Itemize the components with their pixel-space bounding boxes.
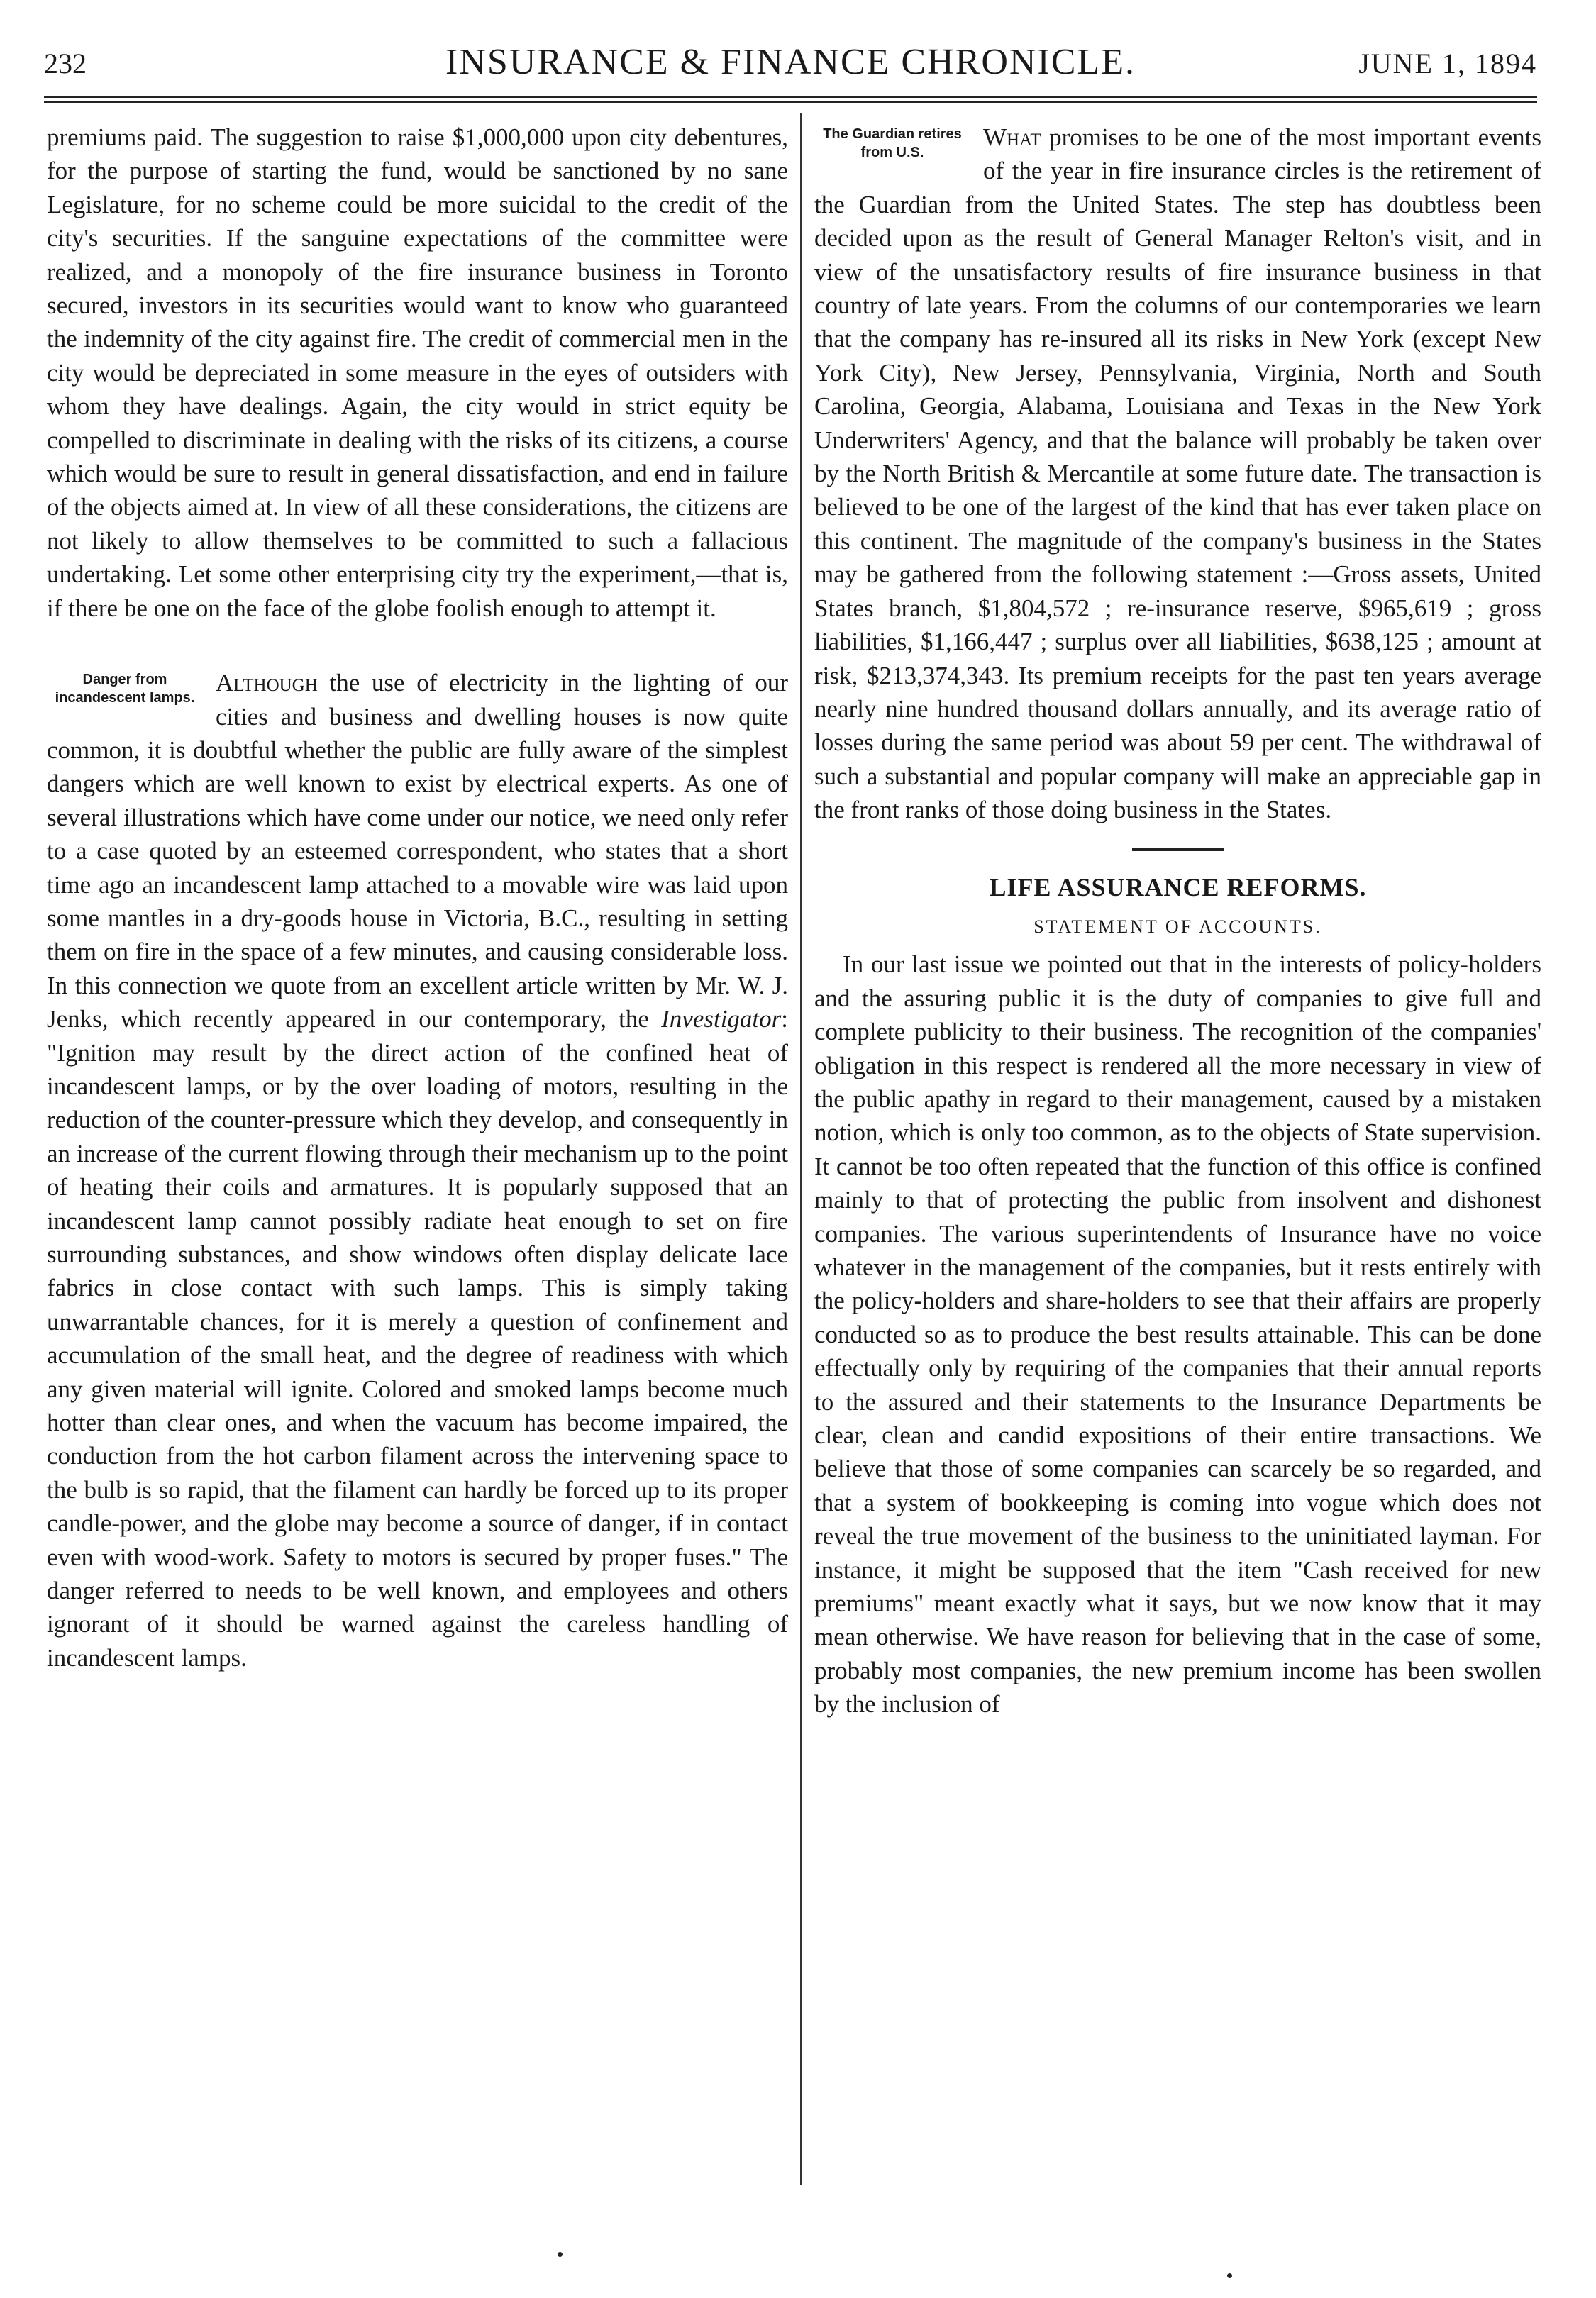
print-speck bbox=[1227, 2273, 1232, 2278]
paragraph-body: promises to be one of the most important events of the year in fire insurance circles is the retirement of the Guardian from the United States. The step has doubtless been decided upon as the result of General Manager Relton's visit, and in view of the unsatisfactory results of fire insurance business in that country of late years. From the columns of our contemporaries we learn that the company has re-insured all its risks in New York (except New York City), New Jersey, Pennsylvania, Virginia, North and South Carolina, Georgia, Alabama, Louisiana and Texas in the New York Underwriters' Agency, and that the balance will probably be taken over by the North British & Mercantile at some future date. The transaction is believed to be one of the largest of the kind that has ever taken place on this continent. The magnitude of the company's business in the States may be gathered from the following statement :—Gross assets, United States branch, $1,804,572 ; re-insurance reserve, $965,619 ; gross liabilities, $1,166,447 ; surplus over all liabilities, $638,125 ; amount at risk, $213,374,343. Its premium receipts for the past ten years average nearly nine hundred thousand dollars annually, and its average ratio of losses during the same period was about 59 per cent. The withdrawal of such a substantial and popular company will make an appreciable gap in the front ranks of those doing business in the States. bbox=[814, 123, 1541, 824]
page-number: 232 bbox=[44, 48, 87, 79]
paragraph-body: the use of electricity in the lighting of our cities and business and dwelling houses is now quite common, it is doubtful whether the public are fully aware of the simplest dangers which are well known to exist by electrical experts. As one of several illustrations which have come under our notice, we need only refer to a case quoted by an esteemed correspondent, who states that a short time ago an incandescent lamp attached to a movable wire was laid upon some mantles in a dry-goods house in Victoria, B.C., resulting in setting them on fire in the space of a few minutes, and causing considerable loss. In this connection we quote from an excellent article written by Mr. W. J. Jenks, which recently appeared in our contemporary, the bbox=[47, 669, 788, 1033]
page-header bbox=[44, 41, 1537, 91]
paragraph-continued: premiums paid. The suggestion to raise $1,000,000 upon city debentures, for the purpose of starting the fund, would be sanctioned by no sane Legislature, for no scheme could be more suicidal to the credit of the city's securities. If the sanguine expectations of the committee were realized, and a monopoly of the fire insurance business in Toronto secured, investors in its securities would want to know who guaranteed the indemnity of the city against fire. The credit of commercial men in the city would be depreciated in some measure in the eyes of outsiders with whom they have dealings. Again, the city would in strict equity be compelled to discriminate in dealing with the risks of its citizens, a course which would be sure to result in general dissatisfaction, and end in failure of the objects aimed at. In view of all these considerations, the citizens are not likely to allow themselves to be committed to such a fallacious undertaking. Let some other enterprising city try the experiment,—that is, if there be one on the face of the globe foolish enough to attempt it. bbox=[47, 123, 788, 622]
issue-date: JUNE 1, 1894 bbox=[1358, 48, 1537, 79]
column-divider bbox=[800, 113, 802, 2185]
section-title: LIFE ASSURANCE REFORMS. bbox=[989, 872, 1367, 901]
left-column bbox=[47, 121, 788, 1675]
right-column bbox=[814, 121, 1541, 1721]
publication-title: INSURANCE & FINANCE CHRONICLE. bbox=[445, 42, 1136, 82]
paragraph-lead-word: What bbox=[983, 123, 1041, 151]
header-rule-top bbox=[44, 96, 1537, 98]
sidenote-guardian: The Guardian retires from U.S. bbox=[823, 126, 962, 160]
paragraph-reforms: In our last issue we pointed out that in the interests of policy-holders and the assuring public it is the duty of companies to give full and complete publicity to their business. The recognition of the companies' obligation in this respect is rendered all the more necessary in view of the public apathy in regard to their management, caused by a mistaken notion, which is only too common, as to the objects of State supervision. It cannot be too often repeated that the function of this office is confined mainly to that of protecting the public from insolvent and dishonest companies. The various superintendents of Insurance have no voice whatever in the management of the companies, but it rests entirely with the policy-holders and share-holders to see that their affairs are properly conducted so as to produce the best results attainable. This can be done effectually only by requiring of the companies that their annual reports to the assured and their statements to the Insurance Departments be clear, clean and candid expositions of their entire transactions. We believe that those of some companies can scarcely be so regarded, and that a system of bookkeeping is coming into vogue which does not reveal the true movement of the business to the uninitiated layman. For instance, it might be supposed that the item "Cash received for new premiums" meant exactly what it says, but we now know that it may mean otherwise. We have reason for believing that in the case of some, probably most companies, the new premium income has been swollen by the inclusion of bbox=[814, 950, 1541, 1719]
section-separator bbox=[1132, 848, 1224, 851]
section-subtitle: STATEMENT OF ACCOUNTS. bbox=[1033, 916, 1322, 937]
print-speck bbox=[558, 2252, 563, 2257]
sidenote-danger-lamps: Danger from incandescent lamps. bbox=[55, 672, 195, 706]
paragraph-lead-word: Although bbox=[216, 669, 318, 697]
header-rule-bottom bbox=[44, 101, 1537, 103]
paragraph-electricity bbox=[47, 666, 788, 1675]
paragraph-quote: : "Ignition may result by the direct action of the confined heat of incandescent lamps, or by the over loading of motors, resulting in the reduction of the counter-pressure which they develop, and consequently in an increase of the current flowing through their mechanism up to the point of heating their coils and armatures. It is popularly supposed that an incandescent lamp cannot possibly radiate heat enough to set on fire surrounding substances, and show windows often display delicate lace fabrics in close contact with such lamps. This is simply taking unwarrantable chances, for it is merely a question of confinement and accumulation of the small heat, and the degree of readiness with which any given material will ignite. Colored and smoked lamps become much hotter than clear ones, and when the vacuum has become impaired, the conduction from the hot carbon filament across the intervening space to the bulb is so rapid, that the filament can hardly be forced up to its proper candle-power, and the globe may become a source of danger, if in contact even with wood-work. Safety to motors is secured by proper fuses." The danger referred to needs to be well known, and employees and others ignorant of it should be warned against the careless handling of incandescent lamps. bbox=[47, 1005, 788, 1672]
journal-title: Investigator bbox=[661, 1005, 782, 1033]
paragraph-guardian bbox=[814, 121, 1541, 827]
